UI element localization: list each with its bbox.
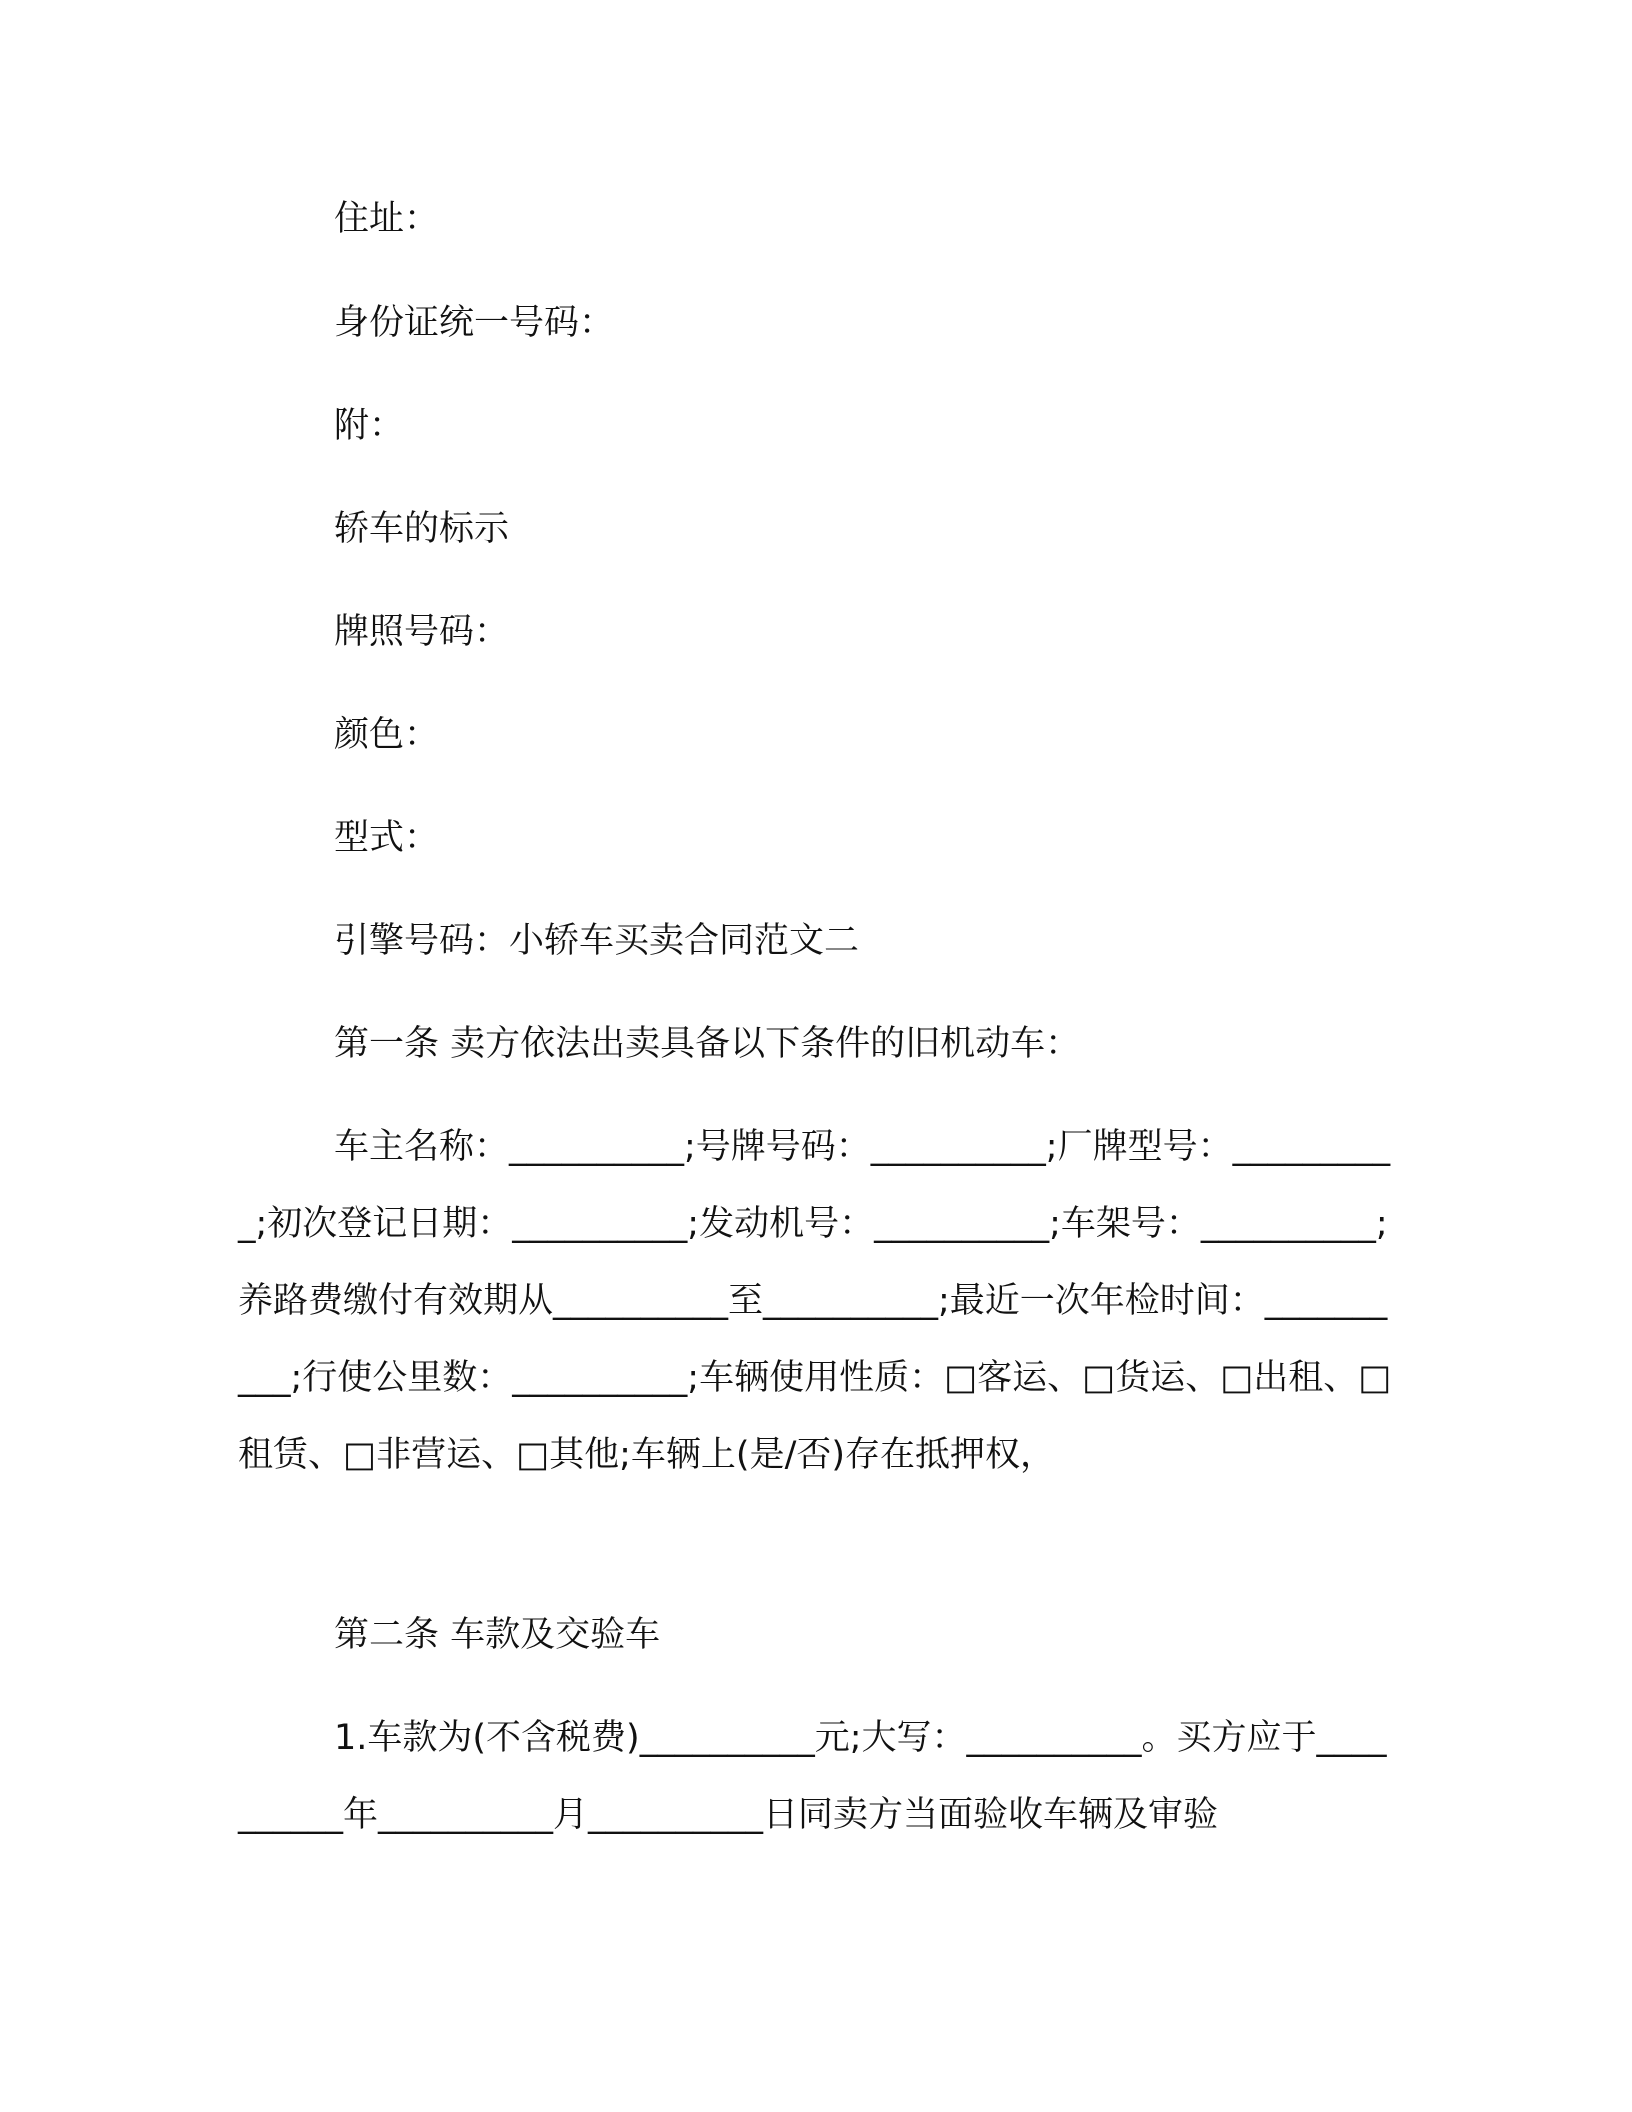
article-2-title: 第二条 车款及交验车 — [334, 1615, 661, 1655]
car-identification-heading: 轿车的标示 — [334, 509, 510, 549]
license-plate-label: 牌照号码： — [334, 612, 510, 652]
address-label: 住址： — [334, 199, 440, 239]
engine-number-label: 引擎号码：小轿车买卖合同范文二 — [334, 921, 860, 961]
color-label: 颜色： — [334, 715, 440, 755]
id-number-label: 身份证统一号码： — [334, 303, 615, 343]
attachment-label: 附： — [334, 406, 405, 446]
article-1-title: 第一条 卖方依法出卖具备以下条件的旧机动车： — [334, 1024, 1081, 1064]
model-label: 型式： — [334, 818, 440, 858]
article-2-body: 1.车款为(不含税费)__________元;大写：__________。买方应于__________年__________月__________日同卖方当面验收车辆及审验 — [238, 1718, 1387, 1835]
article-1-body: 车主名称：__________;号牌号码：__________;厂牌型号：__________;初次登记日期：__________;发动机号：__________;车架号：__________;养路费缴付有效期从__________至__________;最近一次年检时间：__________;行使公里数：__________;车辆使用性质：□客运、□货运、□出租、□租赁、□非营运、□其他;车辆上(是/否)存在抵押权， — [238, 1127, 1392, 1475]
